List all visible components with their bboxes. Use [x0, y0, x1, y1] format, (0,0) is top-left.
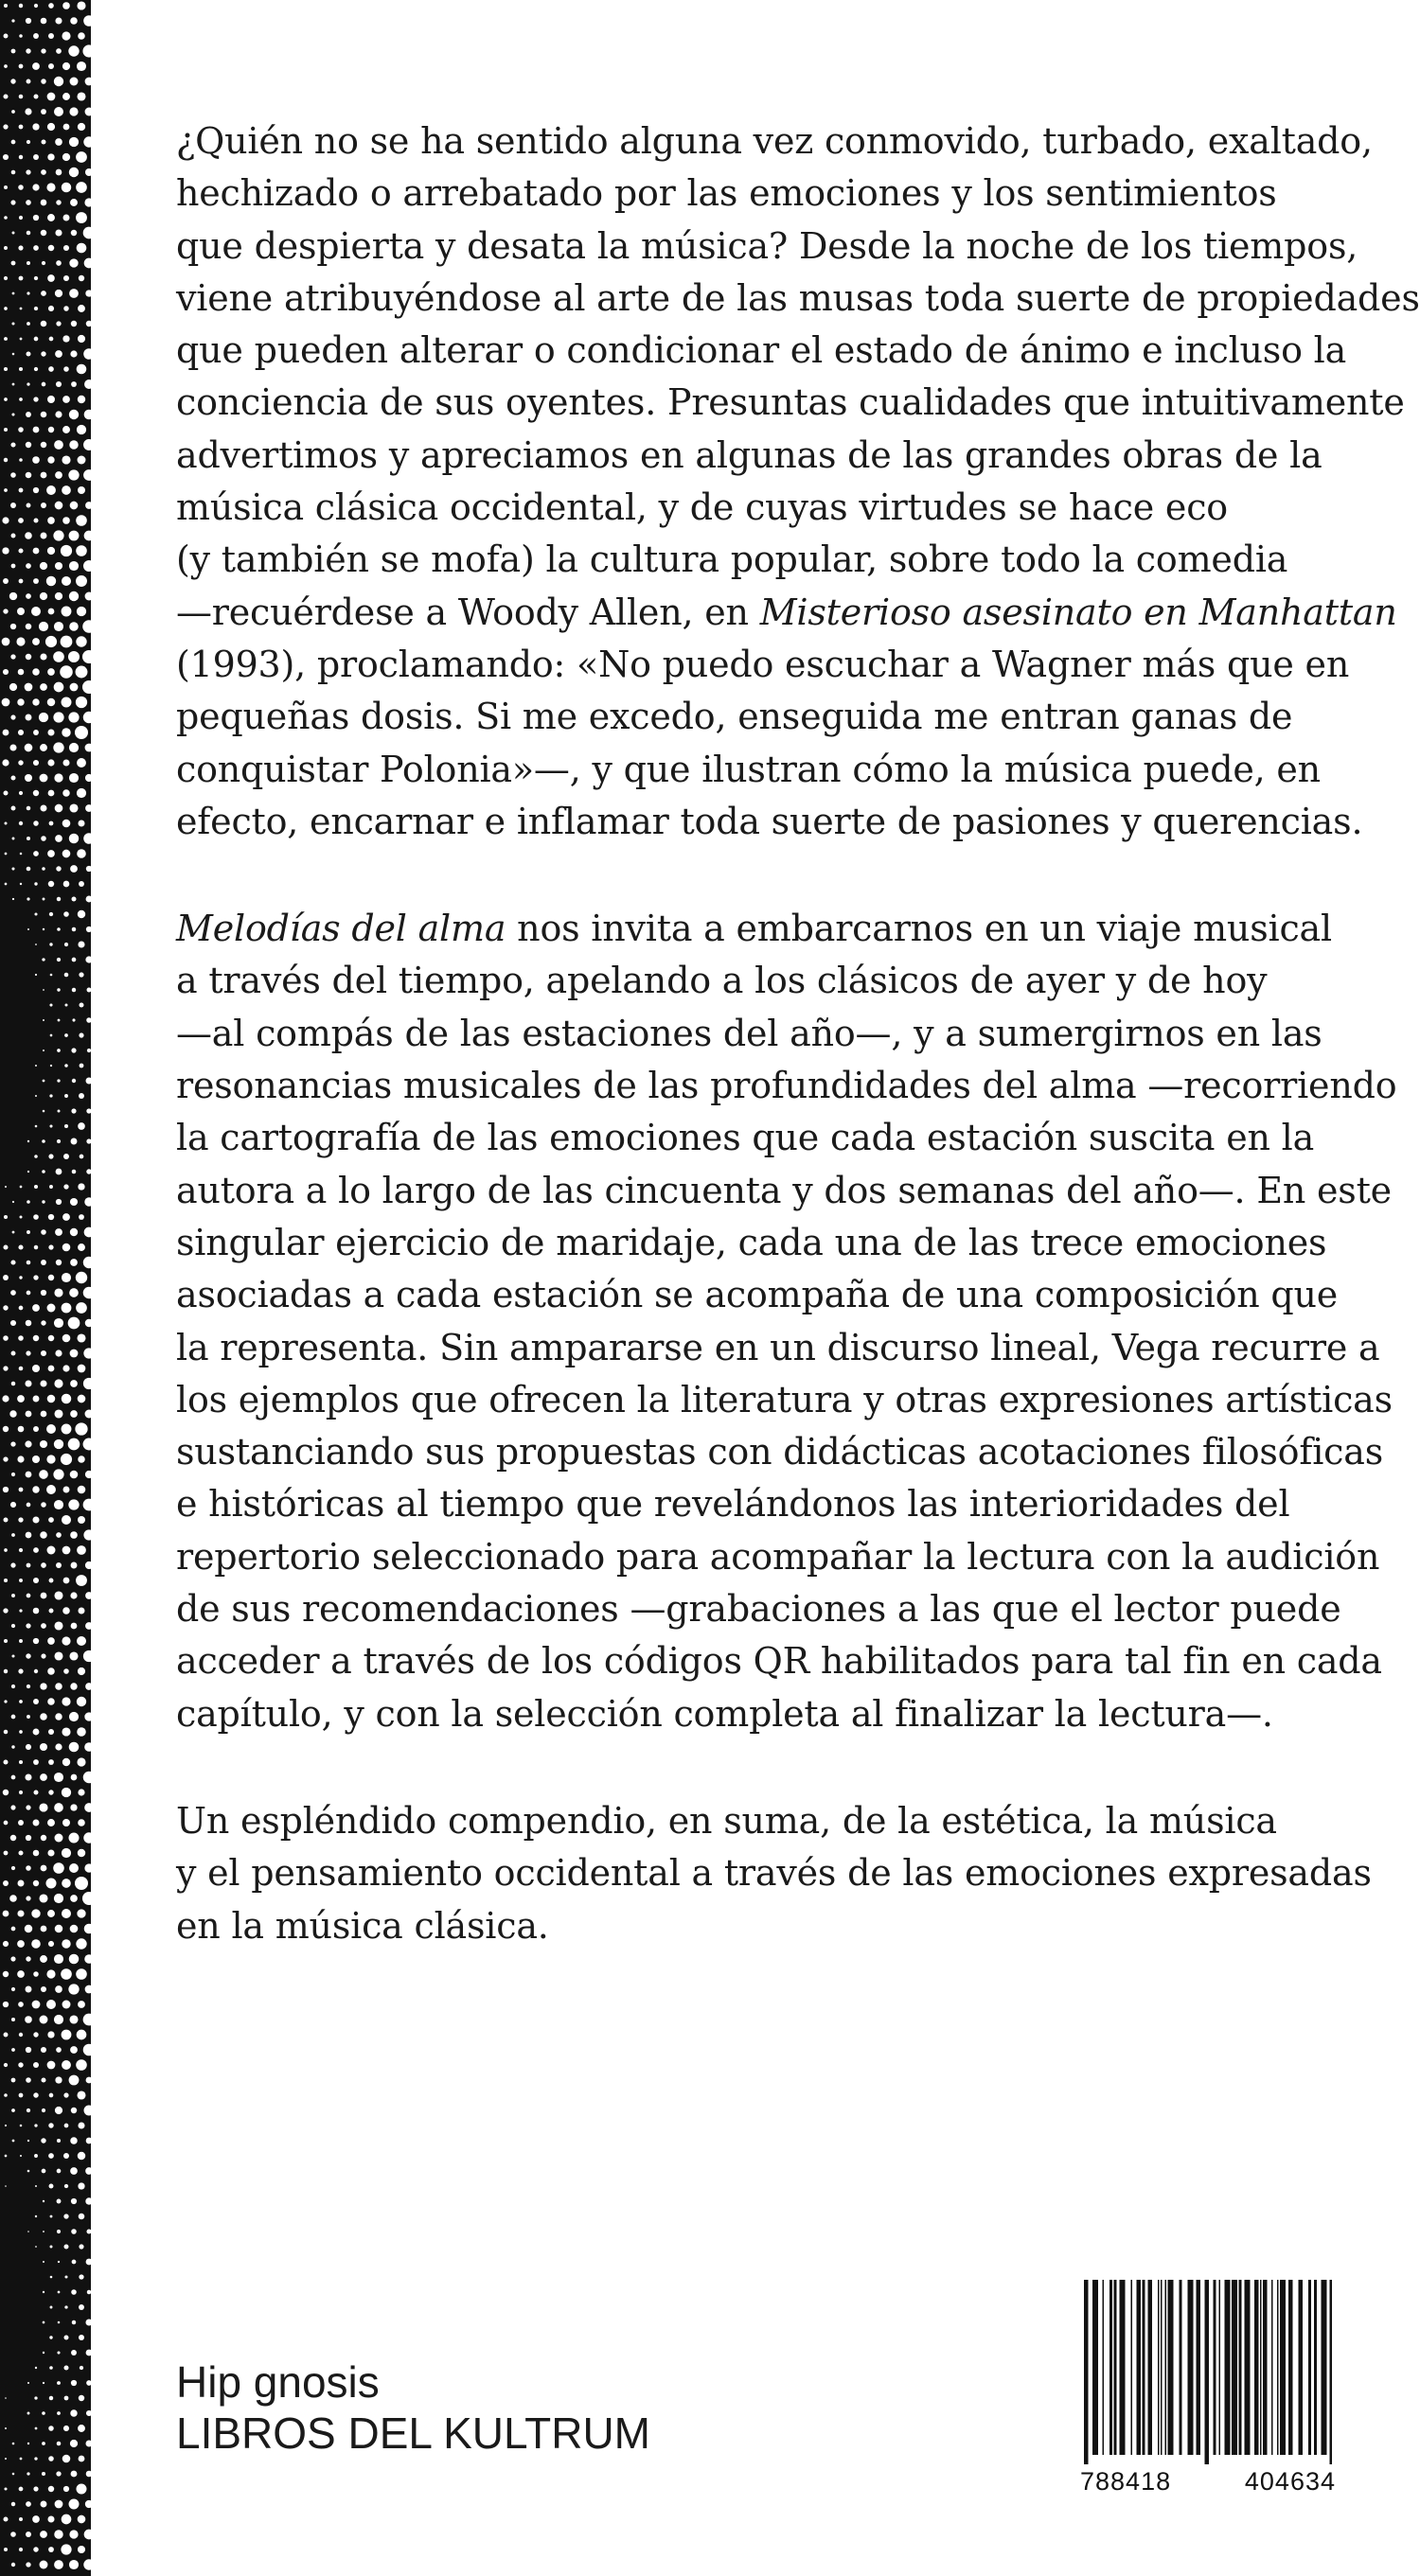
- publisher-imprint: [176, 2356, 650, 2459]
- isbn-barcode: [1080, 2280, 1336, 2499]
- blurb-text: —recuérdese a Woody Allen, en: [176, 591, 760, 633]
- blurb-paragraph-1: [176, 115, 1420, 848]
- blurb-line: conciencia de sus oyentes. Presuntas cualidades que intuitivamente: [176, 381, 1405, 424]
- blurb-line: pequeñas dosis. Si me excedo, enseguida me entran ganas de: [176, 696, 1293, 738]
- blurb-line: viene atribuyéndose al arte de las musas toda suerte de propiedades: [176, 276, 1420, 319]
- halftone-dot-strip: [0, 0, 91, 2576]
- blurb-line: autora a lo largo de las cincuenta y dos semanas del año—. En este: [176, 1169, 1392, 1211]
- blurb-line: a través del tiempo, apelando a los clásicos de ayer y de hoy: [176, 960, 1268, 1002]
- blurb-paragraph-3: [176, 1795, 1372, 1952]
- blurb-line: en la música clásica.: [176, 1904, 549, 1947]
- blurb-line: resonancias musicales de las profundidades del alma —recorriendo: [176, 1065, 1397, 1107]
- blurb-line: y el pensamiento occidental a través de las emociones expresadas: [176, 1852, 1372, 1895]
- blurb-line: asociadas a cada estación se acompaña de una composición que: [176, 1274, 1339, 1316]
- publisher-name: LIBROS DEL KULTRUM: [176, 2408, 650, 2458]
- blurb-line: acceder a través de los códigos QR habilitados para tal fin en cada: [176, 1640, 1382, 1683]
- blurb-line: ¿Quién no se ha sentido alguna vez conmovido, turbado, exaltado,: [176, 120, 1373, 162]
- blurb-line: música clásica occidental, y de cuyas virtudes se hace eco: [176, 486, 1228, 529]
- blurb-line: conquistar Polonia»—, y que ilustran cómo la música puede, en: [176, 748, 1321, 790]
- blurb-line: repertorio seleccionado para acompañar la lectura con la audición: [176, 1535, 1380, 1578]
- blurb-line: —al compás de las estaciones del año—, y a sumergirnos en las: [176, 1012, 1322, 1054]
- film-title: Misterioso asesinato en Manhattan: [759, 591, 1397, 633]
- blurb-line: [176, 587, 1397, 639]
- blurb-line: advertimos y apreciamos en algunas de las grandes obras de la: [176, 433, 1322, 476]
- blurb-paragraph-2: [176, 903, 1397, 1740]
- blurb-line: sustanciando sus propuestas con didácticas acotaciones filosóficas: [176, 1431, 1384, 1473]
- back-cover-blurb: [176, 115, 1420, 2007]
- blurb-line: capítulo, y con la selección completa al finalizar la lectura—.: [176, 1692, 1273, 1735]
- blurb-line: hechizado o arrebatado por las emociones y los sentimientos: [176, 172, 1277, 215]
- blurb-line: (y también se mofa) la cultura popular, sobre todo la comedia: [176, 538, 1288, 581]
- book-title: Melodías del alma: [176, 908, 506, 950]
- barcode-bars: [1080, 2280, 1336, 2464]
- blurb-line: los ejemplos que ofrecen la literatura y otras expresiones artísticas: [176, 1378, 1393, 1420]
- blurb-line: que despierta y desata la música? Desde la noche de los tiempos,: [176, 224, 1358, 267]
- imprint-name: Hip gnosis: [176, 2357, 380, 2407]
- blurb-line: la representa. Sin ampararse en un discurso lineal, Vega recurre a: [176, 1326, 1380, 1368]
- blurb-line: [176, 903, 1342, 955]
- blurb-line: Un espléndido compendio, en suma, de la estética, la música: [176, 1799, 1277, 1842]
- blurb-line: que pueden alterar o condicionar el estado de ánimo e incluso la: [176, 329, 1347, 372]
- blurb-text: nos invita a embarcarnos en un viaje musical: [506, 908, 1332, 950]
- blurb-line: e históricas al tiempo que revelándonos las interioridades del: [176, 1483, 1290, 1526]
- blurb-line: singular ejercicio de maridaje, cada una de las trece emociones: [176, 1221, 1327, 1263]
- blurb-line: de sus recomendaciones —grabaciones a las que el lector puede: [176, 1588, 1341, 1631]
- blurb-line: la cartografía de las emociones que cada estación suscita en la: [176, 1117, 1315, 1159]
- barcode-digits-left: 788418: [1080, 2467, 1172, 2496]
- blurb-line: (1993), proclamando: «No puedo escuchar a Wagner más que en: [176, 643, 1350, 685]
- barcode-digits: [1080, 2467, 1336, 2497]
- blurb-line: efecto, encarnar e inflamar toda suerte de pasiones y querencias.: [176, 800, 1363, 842]
- barcode-digits-right: 404634: [1244, 2467, 1336, 2496]
